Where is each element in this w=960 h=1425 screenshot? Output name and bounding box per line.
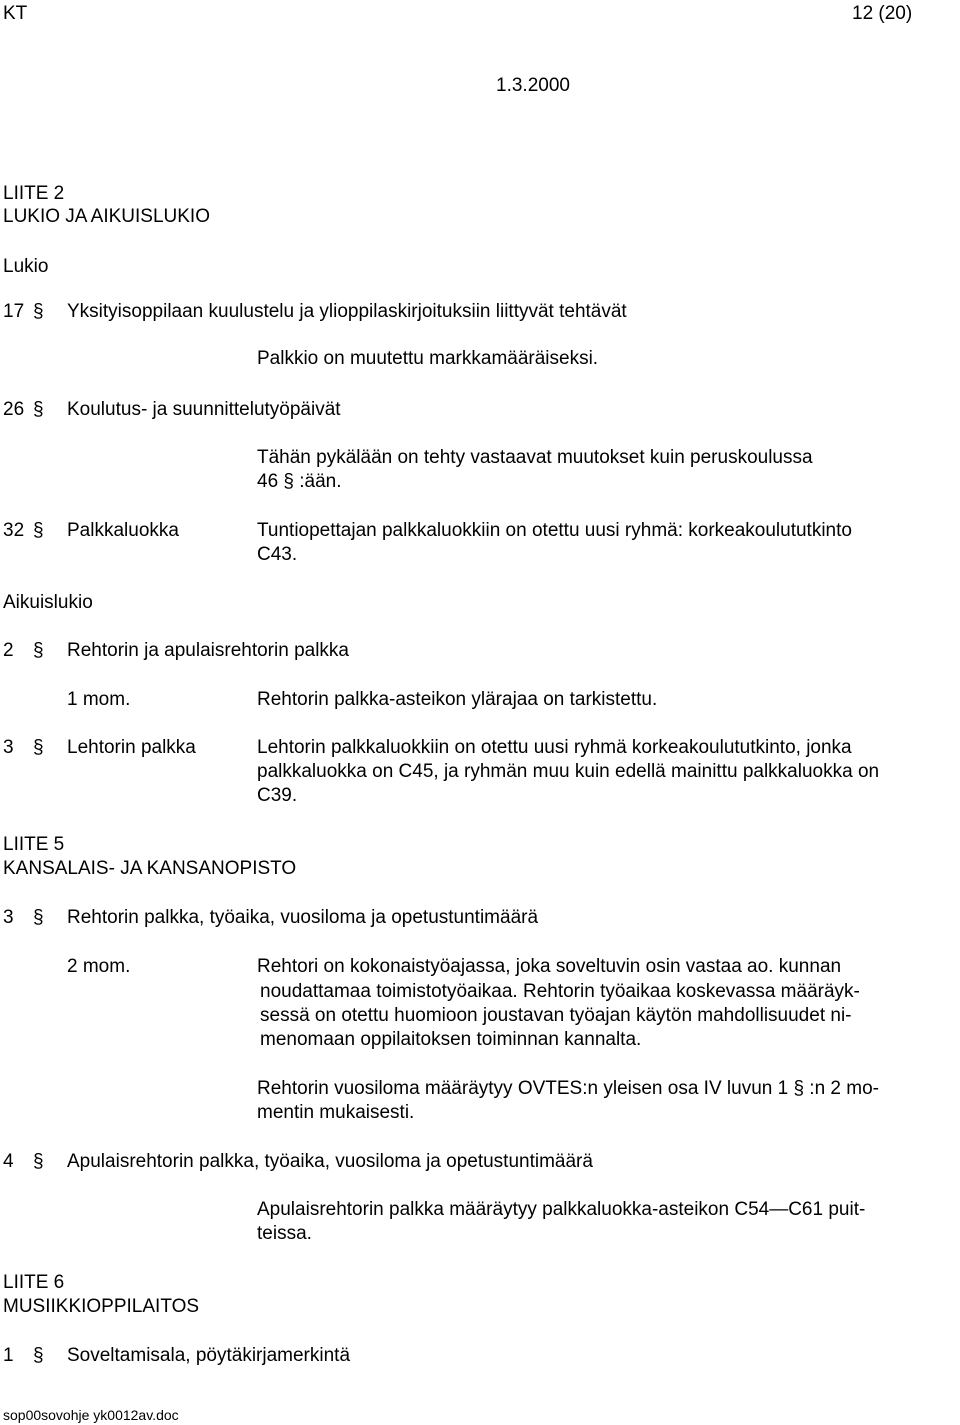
section-body-line: teissa.: [257, 1223, 312, 1244]
document-date: 1.3.2000: [496, 75, 570, 96]
section-body-line: Tuntiopettajan palkkaluokkiin on otettu uusi ryhmä: korkeakoulututkinto: [257, 520, 852, 541]
section-number: 2: [3, 640, 14, 661]
section-title: Yksityisoppilaan kuulustelu ja ylioppilaskirjoituksiin liittyvät tehtävät: [67, 301, 627, 322]
section-body-line: Rehtorin vuosiloma määräytyy OVTES:n yleisen osa IV luvun 1 § :n 2 mo-: [257, 1078, 879, 1099]
section-body-line: C43.: [257, 544, 298, 565]
section-body-line: noudattamaa toimistotyöaikaa. Rehtorin työaikaa koskevassa määräyk-: [260, 981, 860, 1002]
section-number: 26: [3, 399, 25, 420]
moment-label: 2 mom.: [67, 956, 131, 977]
section-body-line: 46 § :ään.: [257, 471, 342, 492]
section-number: 32: [3, 520, 25, 541]
section-number: 3: [3, 737, 14, 758]
section-sign: §: [33, 1151, 44, 1172]
page-number: 12 (20): [852, 3, 913, 24]
section-sign: §: [33, 520, 44, 541]
section-title: Rehtorin palkka, työaika, vuosiloma ja opetustuntimäärä: [67, 907, 539, 928]
section-sign: §: [33, 399, 44, 420]
section-body: Palkkio on muutettu markkamääräiseksi.: [257, 348, 599, 369]
liite2-title: LIITE 2: [3, 183, 65, 204]
section-body-line: C39.: [257, 785, 298, 806]
section-sign: §: [33, 737, 44, 758]
header-left-code: KT: [3, 3, 28, 24]
footer-filename: sop00sovohje yk0012av.doc: [3, 1407, 179, 1423]
section-number: 4: [3, 1151, 14, 1172]
section-body-line: palkkaluokka on C45, ja ryhmän muu kuin edellä mainittu palkkaluokka on: [257, 761, 880, 782]
section-body-line: mentin mukaisesti.: [257, 1102, 415, 1123]
liite6-title: LIITE 6: [3, 1272, 65, 1293]
section-number: 17: [3, 301, 25, 322]
section-number: 1: [3, 1345, 14, 1366]
section-title: Palkkaluokka: [67, 520, 179, 541]
section-body: Rehtorin palkka-asteikon ylärajaa on tarkistettu.: [257, 689, 658, 710]
liite6-subtitle: MUSIIKKIOPPILAITOS: [3, 1296, 200, 1317]
section-body-line: menomaan oppilaitoksen toiminnan kannalta.: [260, 1029, 642, 1050]
section-body-line: Lehtorin palkkaluokkiin on otettu uusi ryhmä korkeakoulututkinto, jonka: [257, 737, 852, 758]
section-sign: §: [33, 640, 44, 661]
section-body-line: Rehtori on kokonaistyöajassa, joka soveltuvin osin vastaa ao. kunnan: [257, 956, 842, 977]
section-sign: §: [33, 907, 44, 928]
liite2-subtitle: LUKIO JA AIKUISLUKIO: [3, 206, 210, 227]
section-body-line: sessä on otettu huomioon joustavan työajan käytön mahdollisuudet ni-: [260, 1005, 852, 1026]
section-title: Lehtorin palkka: [67, 737, 196, 758]
section-title: Soveltamisala, pöytäkirjamerkintä: [67, 1345, 351, 1366]
section-title: Koulutus- ja suunnittelutyöpäivät: [67, 399, 341, 420]
section-number: 3: [3, 907, 14, 928]
section-title: Apulaisrehtorin palkka, työaika, vuosiloma ja opetustuntimäärä: [67, 1151, 593, 1172]
liite5-title: LIITE 5: [3, 834, 65, 855]
moment-label: 1 mom.: [67, 689, 131, 710]
lukio-heading: Lukio: [3, 256, 49, 277]
aikuislukio-heading: Aikuislukio: [3, 592, 93, 613]
section-sign: §: [33, 301, 44, 322]
section-title: Rehtorin ja apulaisrehtorin palkka: [67, 640, 349, 661]
section-sign: §: [33, 1345, 44, 1366]
section-body-line: Apulaisrehtorin palkka määräytyy palkkaluokka-asteikon C54—C61 puit-: [257, 1199, 866, 1220]
section-body-line: Tähän pykälään on tehty vastaavat muutokset kuin peruskoulussa: [257, 447, 813, 468]
liite5-subtitle: KANSALAIS- JA KANSANOPISTO: [3, 858, 297, 879]
